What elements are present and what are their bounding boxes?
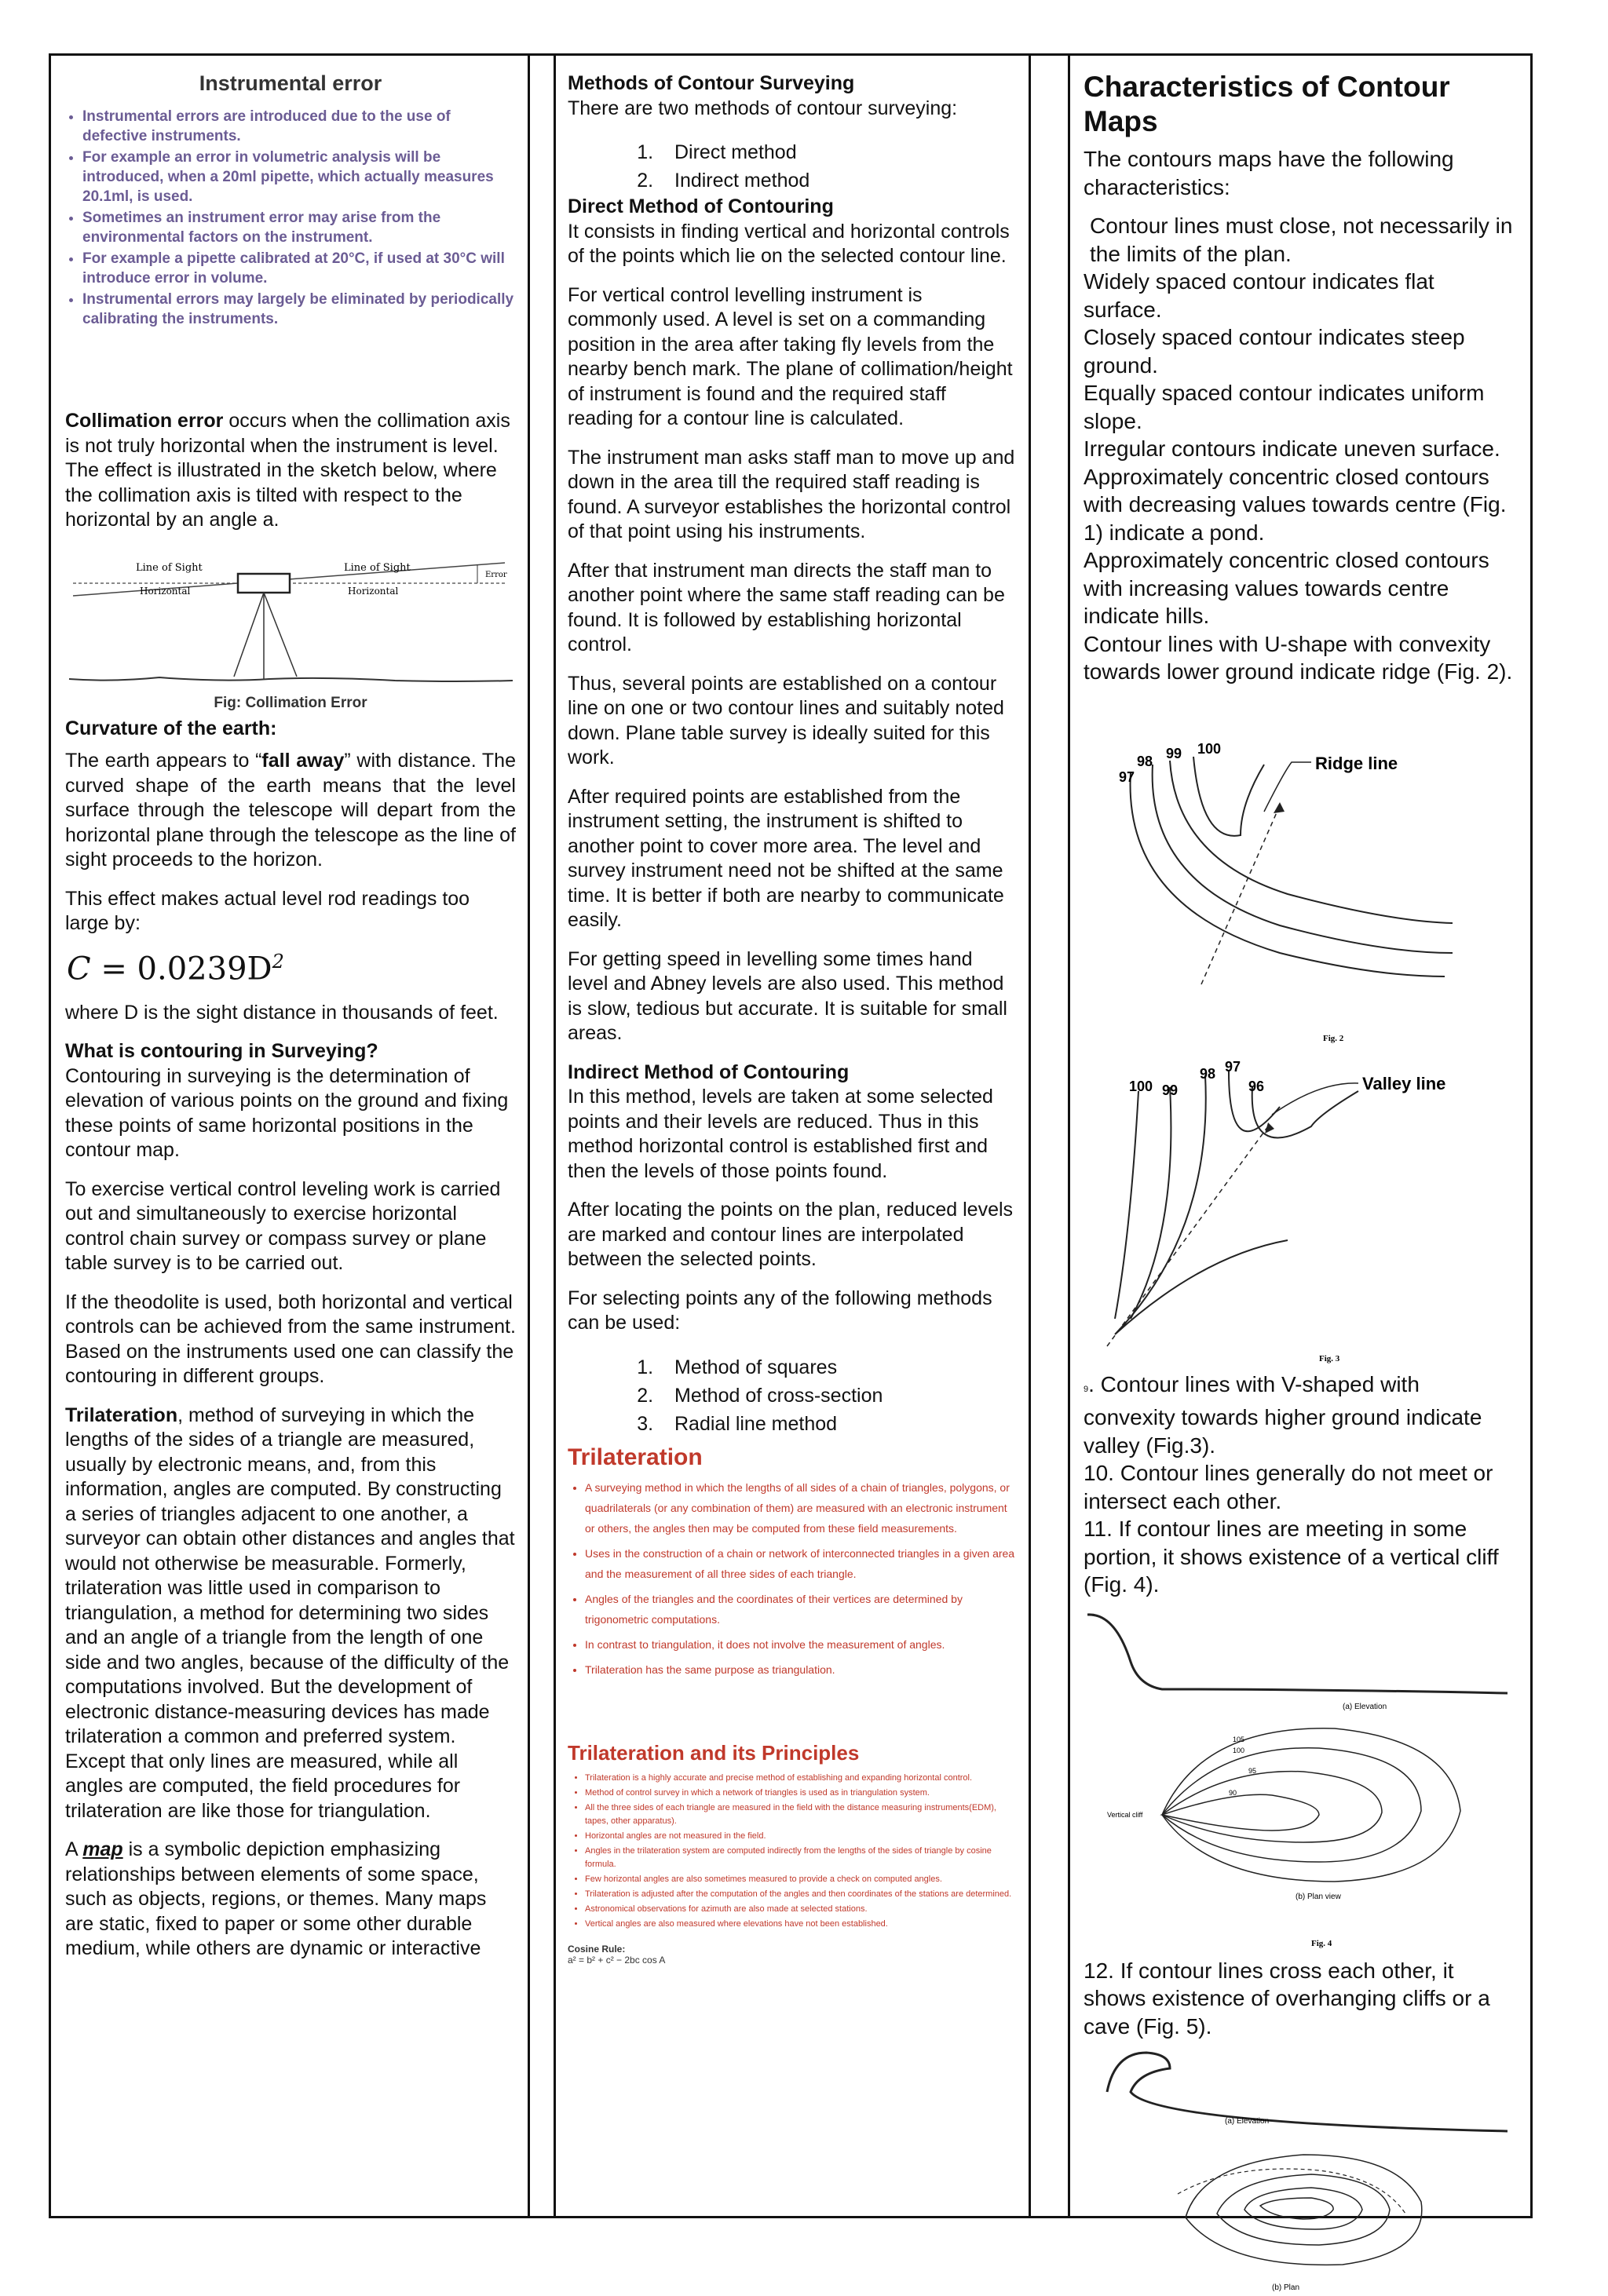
- map-paragraph: A map is a symbolic depiction emphasizing relationships between elements of some space, such as objects, regions, or themes. Many maps are static, fixed to paper or some other durable medium, while others are dynamic or interactive: [65, 1838, 487, 1960]
- figure-label: Horizontal: [348, 585, 399, 597]
- list-item: 1. Direct method: [659, 138, 1016, 166]
- contour-label: 95: [1248, 1766, 1257, 1775]
- contour-label: 90: [1229, 1788, 1237, 1797]
- characteristic-item: 10. Contour lines generally do not meet or intersect each other.: [1084, 1461, 1493, 1513]
- trilateration-principles-slide: [568, 1741, 1016, 1966]
- list-item: 1. Method of squares: [659, 1353, 1016, 1382]
- direct-paragraph: Direct Method of Contouring It consists in finding vertical and horizontal controls of the points which lie on the selected contour line.: [568, 195, 1010, 267]
- methods-paragraph: Methods of Contour Surveying There are two methods of contour surveying:: [568, 72, 958, 119]
- trilateration-slide: [568, 1444, 1016, 1735]
- after-paragraph: After that instrument man directs the staff man to another point where the same staff reading can be found. It is followed by establishing horizontal control.: [568, 559, 1005, 655]
- slide-bullet: • Trilateration is a highly accurate and precise method of establishing and expanding horizontal control.: [585, 1772, 1016, 1785]
- valley-line-label: Valley line: [1362, 1073, 1446, 1093]
- collimation-error-figure: [65, 547, 516, 712]
- valley-figure: [1084, 1052, 1515, 1366]
- contour-label: 100: [1233, 1746, 1245, 1754]
- characteristic-item: 9. Contour lines with V-shaped with convexity towards higher ground indicate valley (Fig.3).: [1084, 1371, 1482, 1458]
- elevation-label: (a) Elevation: [1343, 1702, 1387, 1711]
- methods-list: [568, 138, 1016, 195]
- characteristic-item: Equally spaced contour indicates uniform slope.: [1084, 381, 1485, 433]
- cosine-rule: Cosine Rule: a² = b² + c² − 2bc cos A: [568, 1943, 666, 1966]
- figure-label: Horizontal: [140, 585, 191, 597]
- list-item: 2. Indirect method: [659, 166, 1016, 195]
- column-right: [1068, 56, 1530, 2292]
- slide-bullet: • Astronomical observations for azimuth are also made at selected stations.: [585, 1903, 1016, 1916]
- contour-label: 100: [1197, 740, 1222, 757]
- characteristic-item: Irregular contours indicate uneven surface.: [1084, 436, 1500, 461]
- contour-label: 100: [1129, 1078, 1153, 1094]
- slide-bullets: [65, 107, 516, 329]
- slide-bullet: • For example a pipette calibrated at 20°C, if used at 30°C will introduce error in volume.: [82, 249, 516, 288]
- slide-bullet: • Uses in the construction of a chain or network of interconnected triangles in a given area and the measurement of all three sides of each triangle.: [585, 1543, 1016, 1584]
- collimation-paragraph: Collimation error occurs when the collimation axis is not truly horizontal when the instrument is level. The effect is illustrated in the sketch below, where the collimation axis is tilted with respect to the horizontal by an angle a.: [65, 410, 510, 531]
- slide-bullet: • Trilateration is adjusted after the computation of the angles and then coordinates of the stations are determined.: [585, 1888, 1016, 1901]
- vertical-cliff-figure: [1084, 1607, 1515, 1952]
- curvature-paragraph: The earth appears to “fall away” with distance. The curved shape of the earth means that the level surface through the telescope will depart from the horizontal plane through the telescope as the line of sight proceeds to the horizon.: [65, 750, 516, 871]
- slide-bullet: • Vertical angles are also measured where elevations have not been established.: [585, 1918, 1016, 1931]
- characteristic-item: Approximately concentric closed contours with decreasing values towards centre (Fig. 1) indicate a pond.: [1084, 464, 1507, 545]
- contour-label: 98: [1200, 1065, 1216, 1082]
- contouring-paragraph: What is contouring in Surveying? Contouring in surveying is the determination of elevation of various points on the ground and fixing these points of same horizontal positions in the contour map.: [65, 1040, 509, 1162]
- slide-bullet: • Angles of the triangles and the coordinates of their vertices are determined by trigonometric computations.: [585, 1589, 1016, 1630]
- exercise-paragraph: To exercise vertical control leveling work is carried out and simultaneously to exercise horizontal control chain survey or compass survey or plane table survey is to be carried out.: [65, 1177, 501, 1275]
- contour-label: 99: [1162, 1082, 1179, 1098]
- thus-paragraph: Thus, several points are established on a contour line on one or two contour lines and suitably noted down. Plane table survey is ideally suited for this work.: [568, 672, 1004, 768]
- slide-title: Instrumental error: [199, 71, 382, 95]
- required-paragraph: After required points are established from the instrument setting, the instrument is shifted to another point to cover more area. The level and survey instrument need not be shifted at the same time. It is better if both are nearby to communicate easily.: [568, 785, 1004, 931]
- slide-bullet: • For example an error in volumetric analysis will be introduced, when a 20ml pipette, which actually measures 20.1ml, is used.: [82, 148, 516, 206]
- list-item: 3. Radial line method: [659, 1410, 1016, 1438]
- contour-label: 97: [1225, 1058, 1241, 1075]
- cliff-label: Vertical cliff: [1107, 1810, 1143, 1819]
- slide-title: Trilateration and its Principles: [568, 1740, 860, 1765]
- vertical-paragraph: For vertical control levelling instrument is commonly used. A level is set on a commanding position in the area after taking fly levels from the nearby bench mark. The plane of collimation/height of instrument is found and the required staff reading for a contour line is calculated.: [568, 283, 1013, 429]
- curvature-formula: $C = 0.0239D^2$: [67, 950, 284, 987]
- slide-bullet: • A surveying method in which the lengths of all sides of a chain of triangles, polygons, or quadrilaterals (or any combination of them) are measured with an electronic instrument or others, the angles then may be computed from these field measurements.: [585, 1477, 1016, 1539]
- characteristic-item: Widely spaced contour indicates flat surface.: [1084, 269, 1434, 322]
- characteristic-item: Contour lines with U-shape with convexity towards lower ground indicate ridge (Fig. 2).: [1084, 631, 1513, 684]
- effect-paragraph: This effect makes actual level rod readings too large by:: [65, 887, 470, 934]
- figure-label: Error: [485, 570, 507, 579]
- overhanging-cliff-figure: [1084, 2045, 1515, 2296]
- indirect-paragraph: Indirect Method of Contouring In this method, levels are taken at some selected points and their levels are reduced. Thus in this method horizontal control is established first and then the levels of those points found.: [568, 1060, 993, 1182]
- instrumental-error-slide: [65, 71, 516, 409]
- curvature-heading: Curvature of the earth:: [65, 717, 277, 739]
- speed-paragraph: For getting speed in levelling some times hand level and Abney levels are also used. This method is slow, tedious but accurate. It is suitable for small areas.: [568, 947, 1007, 1044]
- ridge-figure: [1084, 717, 1515, 1047]
- instrument-man-paragraph: The instrument man asks staff man to move up and down in the area till the required staff reading is found. A surveyor establishes the horizontal control of that point using his instruments.: [568, 446, 1015, 542]
- slide-bullet: • In contrast to triangulation, it does not involve the measurement of angles.: [585, 1634, 1016, 1655]
- column-left: [51, 56, 530, 2216]
- slide-bullet: • Angles in the trilateration system are computed indirectly from the lengths of the sides of triangle by cosine formula.: [585, 1845, 1016, 1871]
- select-methods-list: [568, 1353, 1016, 1438]
- locating-paragraph: After locating the points on the plan, reduced levels are marked and contour lines are interpolated between the selected points.: [568, 1199, 1014, 1270]
- map-link[interactable]: map: [82, 1838, 123, 1861]
- elevation-label: (a) Elevation: [1225, 2117, 1270, 2126]
- list-item: 2. Method of cross-section: [659, 1382, 1016, 1410]
- characteristic-item: 12. If contour lines cross each other, it shows existence of overhanging cliffs or a cave (Fig. 5).: [1084, 1958, 1490, 2039]
- figure-label: Line of Sight: [136, 561, 203, 574]
- contour-label: 105: [1233, 1735, 1245, 1743]
- column-divider: [1029, 56, 1031, 2216]
- contour-label: 99: [1166, 745, 1182, 761]
- characteristic-item: Closely spaced contour indicates steep ground.: [1084, 325, 1465, 378]
- where-paragraph: where D is the sight distance in thousands of feet.: [65, 1001, 499, 1024]
- document-page: [49, 53, 1533, 2292]
- selecting-paragraph: For selecting points any of the following methods can be used:: [568, 1287, 992, 1334]
- slide-bullet: • Method of control survey in which a network of triangles is used as in triangulation system.: [585, 1787, 1016, 1800]
- slide-bullet: • Few horizontal angles are also sometimes measured to provide a check on computed angles.: [585, 1873, 1016, 1886]
- characteristic-item: Contour lines must close, not necessarily in the limits of the plan.: [1090, 214, 1513, 266]
- page-title: Characteristics of Contour Maps: [1084, 71, 1450, 137]
- figure-tag: Fig. 2: [1323, 1033, 1344, 1043]
- contour-label: 98: [1137, 753, 1153, 769]
- slide-bullet: • Horizontal angles are not measured in the field.: [585, 1830, 1016, 1843]
- slide-bullet: • Sometimes an instrument error may arise from the environmental factors on the instrument.: [82, 208, 516, 247]
- collimation-term: Collimation error: [65, 410, 224, 432]
- slide-bullet: • All the three sides of each triangle are measured in the field with the distance measuring instruments(EDM), tapes, other apparatus).: [585, 1801, 1016, 1828]
- trilateration-paragraph: Trilateration, method of surveying in which the lengths of the sides of a triangle are measured, usually by electronic means, and, from this information, angles are computed. By constructing a series of triangles adjacent to one another, a surveyor can obtain other distances and angles that would not otherwise be measurable. Formerly, trilateration was little used in comparison to triangulation, a method for determining two sides and an angle of a triangle from the length of one side and two angles, because of the difficulty of the computations involved. But the development of electronic distance-measuring devices has made trilateration a common and preferred system. Except that only lines are measured, while all angles are computed, the field procedures for trilateration are like those for triangulation.: [65, 1404, 515, 1822]
- slide-bullet: • Trilateration has the same purpose as triangulation.: [585, 1659, 1016, 1680]
- slide-bullet: • Instrumental errors are introduced due to the use of defective instruments.: [82, 107, 516, 146]
- slide-bullet: • Instrumental errors may largely be eliminated by periodically calibrating the instruments.: [82, 290, 516, 329]
- characteristic-item: Approximately concentric closed contours with increasing values towards centre indicate hills.: [1084, 548, 1489, 628]
- figure-tag: Fig. 4: [1311, 1938, 1332, 1948]
- intro-paragraph: The contours maps have the following characteristics:: [1084, 147, 1454, 199]
- figure-label: Line of Sight: [344, 561, 411, 574]
- slide-title: Trilateration: [568, 1444, 703, 1470]
- slide-bullets: [568, 1477, 1016, 1680]
- theodolite-paragraph: If the theodolite is used, both horizontal and vertical controls can be achieved from the same instrument. Based on the instruments used one can classify the contouring in different groups.: [65, 1290, 516, 1388]
- figure-tag: Fig. 3: [1319, 1353, 1340, 1363]
- plan-label: (b) Plan: [1272, 2283, 1300, 2292]
- contour-label: 96: [1248, 1078, 1265, 1094]
- plan-view-label: (b) Plan view: [1296, 1892, 1341, 1901]
- column-middle: [554, 56, 1029, 2216]
- contour-label: 97: [1119, 768, 1135, 785]
- characteristic-item: 11. If contour lines are meeting in some portion, it shows existence of a vertical cliff (Fig. 4).: [1084, 1517, 1499, 1597]
- figure-caption: Fig: Collimation Error: [214, 694, 367, 711]
- slide-bullets: [568, 1772, 1016, 1931]
- ridge-line-label: Ridge line: [1315, 753, 1398, 773]
